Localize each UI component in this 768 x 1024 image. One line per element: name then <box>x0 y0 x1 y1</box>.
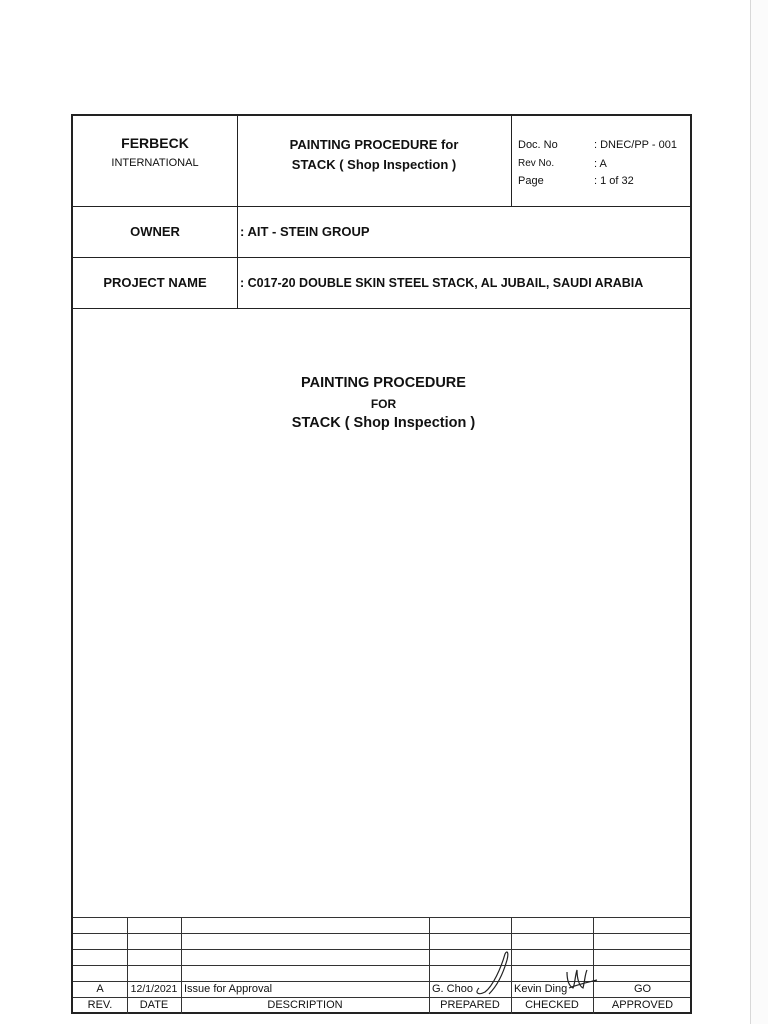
document-page <box>71 114 692 1014</box>
prepared-header: PREPARED <box>440 999 500 1011</box>
body-title-line3: STACK ( Shop Inspection ) <box>291 415 476 431</box>
owner-label: OWNER <box>130 224 180 239</box>
prepared-cell: G. Choo <box>432 983 473 995</box>
rev-cell: A <box>96 983 104 995</box>
header-divider <box>73 206 690 207</box>
page-label: Page <box>518 175 544 187</box>
date-header: DATE <box>139 999 169 1011</box>
description-header: DESCRIPTION <box>267 999 343 1011</box>
project-label: PROJECT NAME <box>103 275 207 290</box>
rev-header: REV. <box>87 999 113 1011</box>
page-edge <box>750 0 768 1024</box>
header-title-line2: STACK ( Shop Inspection ) <box>291 157 457 172</box>
prepared-signature-icon <box>471 948 515 998</box>
approved-header: APPROVED <box>611 999 674 1011</box>
date-cell: 12/1/2021 <box>130 983 178 995</box>
page-value: : 1 of 32 <box>594 175 634 187</box>
body-title-line1: PAINTING PROCEDURE <box>301 375 466 391</box>
rev-no-value: : A <box>594 158 607 170</box>
checked-signature-icon <box>561 966 601 996</box>
body-title-line2: FOR <box>370 397 397 411</box>
owner-value: : AIT - STEIN GROUP <box>240 224 370 239</box>
doc-no-label: Doc. No <box>518 139 558 151</box>
company-name: FERBECK <box>121 135 189 151</box>
approved-cell: GO <box>633 983 652 995</box>
company-subtitle: INTERNATIONAL <box>111 157 199 169</box>
project-value: : C017-20 DOUBLE SKIN STEEL STACK, AL JUBAIL, SAUDI ARABIA <box>240 276 644 290</box>
rev-no-label: Rev No. <box>518 158 555 169</box>
header-title-line1: PAINTING PROCEDURE for <box>289 137 459 152</box>
owner-divider <box>73 257 690 258</box>
project-divider <box>73 308 690 309</box>
checked-header: CHECKED <box>525 999 579 1011</box>
docinfo-col-divider <box>511 116 512 206</box>
checked-cell: Kevin Ding <box>514 983 568 995</box>
description-cell: Issue for Approval <box>184 983 273 995</box>
doc-no-value: : DNEC/PP - 001 <box>594 139 677 151</box>
